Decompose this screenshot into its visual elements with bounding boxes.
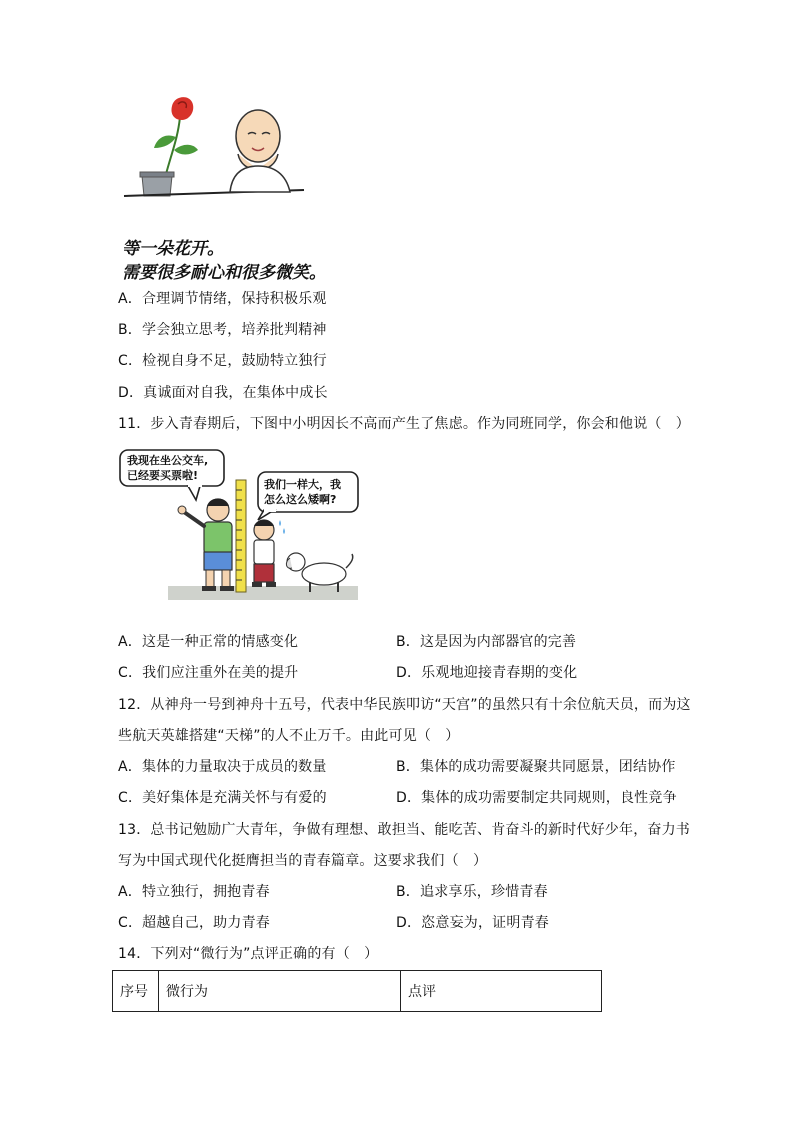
table-header-row bbox=[113, 971, 602, 1012]
q10-option-c: C．检视自身不足，鼓励特立独行 bbox=[118, 353, 327, 369]
q11-option-d: D．乐观地迎接青春期的变化 bbox=[396, 665, 578, 681]
flower-man-drawing bbox=[120, 92, 310, 212]
figure-caption-line1: 等一朵花开。 bbox=[122, 239, 224, 259]
q13-stem-line2: 写为中国式现代化挺膺担当的青春篇章。这要求我们（ ） bbox=[118, 853, 488, 869]
q11-stem: 11．步入青春期后，下图中小明因长不高而产生了焦虑。作为同班同学，你会和他说（ ） bbox=[118, 416, 691, 432]
bubble-right-line1: 我们一样大，我 bbox=[264, 478, 341, 491]
q12-option-a: A．集体的力量取决于成员的数量 bbox=[118, 759, 327, 775]
q11-option-c: C．我们应注重外在美的提升 bbox=[118, 665, 299, 681]
q13-option-c: C．超越自己，助力青春 bbox=[118, 915, 270, 931]
q13-option-b: B．追求享乐，珍惜青春 bbox=[396, 884, 548, 900]
table-header-index: 序号 bbox=[113, 971, 159, 1012]
table-header-comment: 点评 bbox=[401, 971, 602, 1012]
q13-stem-line1: 13．总书记勉励广大青年，争做有理想、敢担当、能吃苦、肯奋斗的新时代好少年，奋力书 bbox=[118, 822, 691, 838]
q11-option-b: B．这是因为内部器官的完善 bbox=[396, 634, 577, 650]
q12-stem-line2: 些航天英雄搭建“天梯”的人不止万千。由此可见（ ） bbox=[118, 728, 460, 744]
height-comparison-illustration bbox=[118, 446, 360, 606]
q13-option-a: A．特立独行，拥抱青春 bbox=[118, 884, 270, 900]
bubble-right-line2: 怎么这么矮啊? bbox=[264, 493, 337, 506]
figure-caption-line2: 需要很多耐心和很多微笑。 bbox=[122, 263, 326, 283]
speech-bubble-tall-boy bbox=[127, 453, 208, 483]
q10-option-b: B．学会独立思考，培养批判精神 bbox=[118, 322, 327, 338]
bubble-left-line2: 已经要买票啦! bbox=[127, 469, 199, 482]
q14-stem: 14．下列对“微行为”点评正确的有（ ） bbox=[118, 946, 379, 962]
q14-table bbox=[112, 970, 602, 1012]
q12-option-c: C．美好集体是充满关怀与有爱的 bbox=[118, 790, 327, 806]
q12-option-d: D．集体的成功需要制定共同规则，良性竞争 bbox=[396, 790, 677, 806]
q12-stem-line1: 12．从神舟一号到神舟十五号，代表中华民族叩访“天宫”的虽然只有十余位航天员，而为这 bbox=[118, 697, 691, 713]
q10-option-d: D．真诚面对自我，在集体中成长 bbox=[118, 385, 328, 401]
q12-option-b: B．集体的成功需要凝聚共同愿景，团结协作 bbox=[396, 759, 676, 775]
table-header-behavior: 微行为 bbox=[159, 971, 401, 1012]
speech-bubble-short-boy bbox=[264, 477, 341, 507]
q13-option-d: D．恣意妄为，证明青春 bbox=[396, 915, 549, 931]
flower-waiting-illustration bbox=[120, 92, 310, 212]
q10-option-a: A．合理调节情绪，保持积极乐观 bbox=[118, 291, 327, 307]
bubble-left-line1: 我现在坐公交车, bbox=[127, 454, 209, 467]
q11-option-a: A．这是一种正常的情感变化 bbox=[118, 634, 299, 650]
